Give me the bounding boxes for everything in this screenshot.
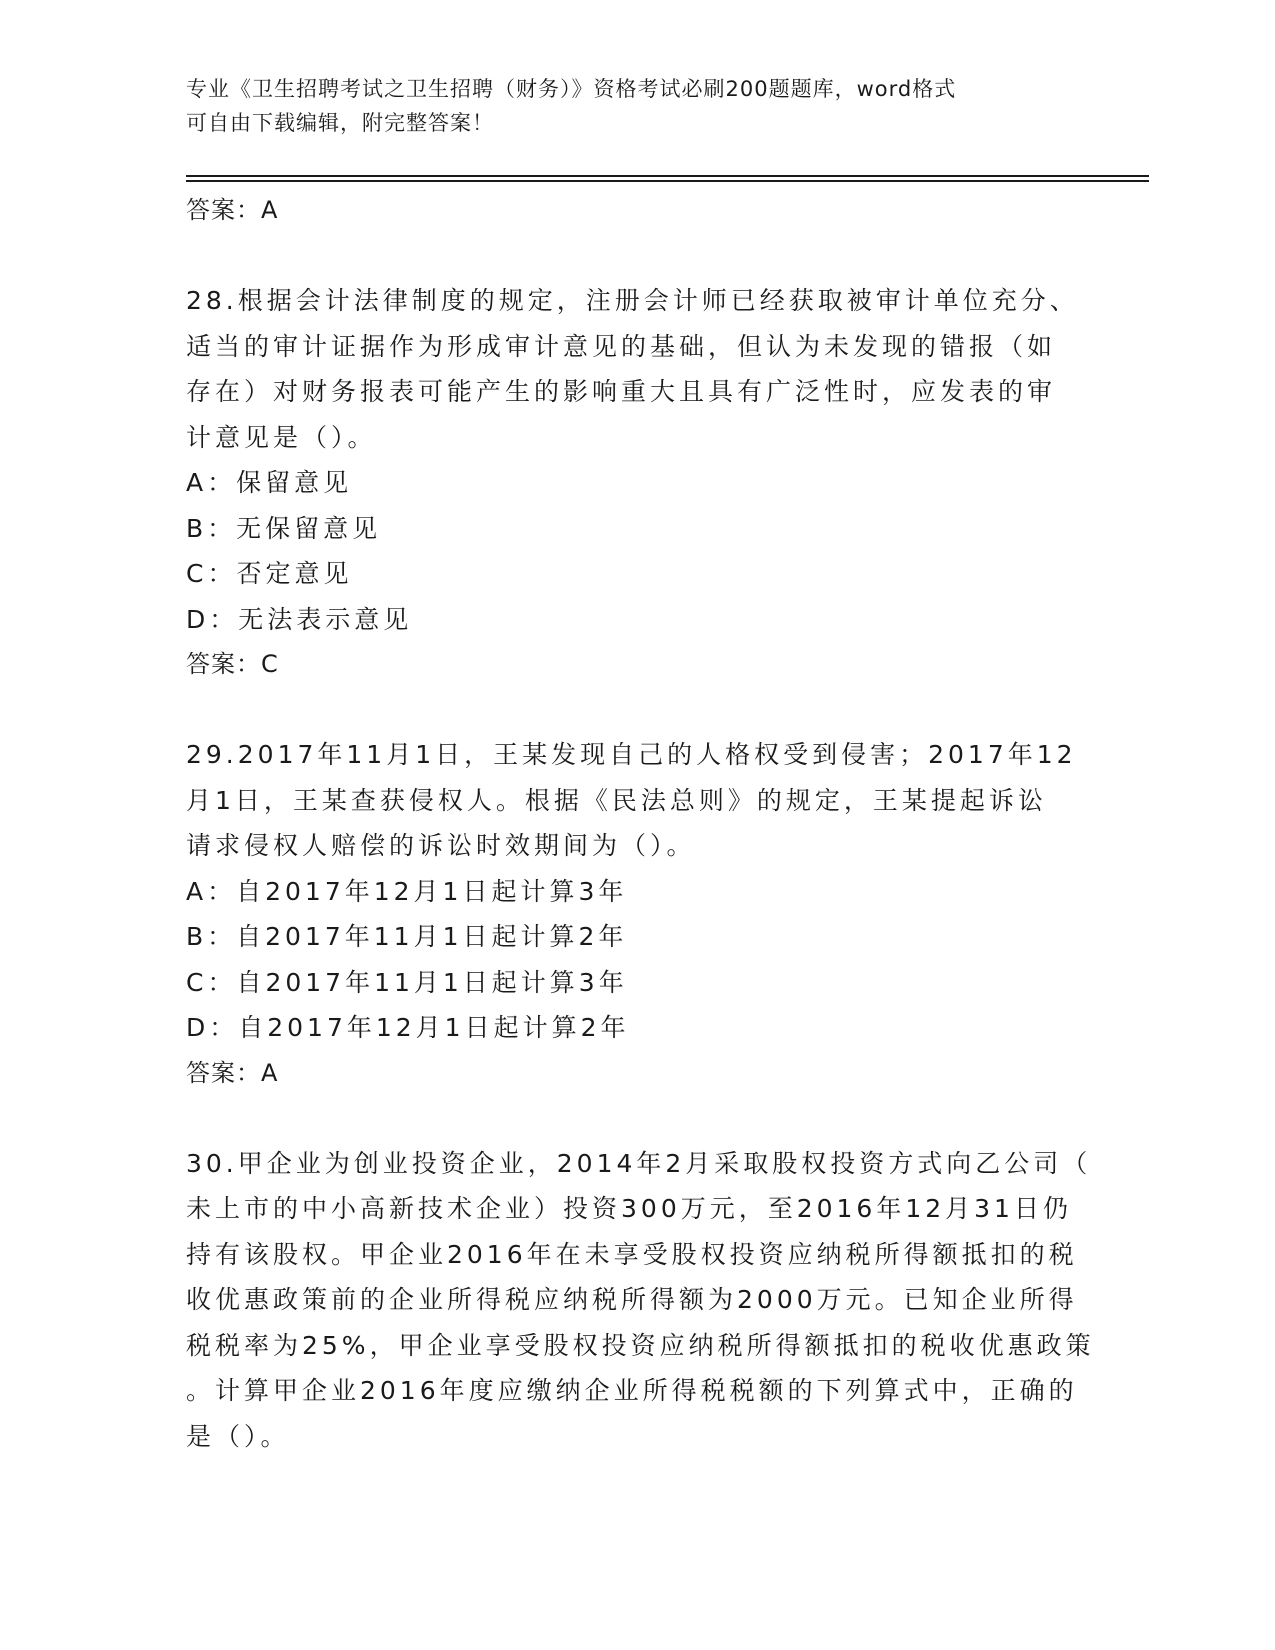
spacer <box>186 687 1106 732</box>
header-line-2: 可自由下载编辑，附完整答案！ <box>186 111 494 135</box>
question-29-option-c: C：自2017年11月1日起计算3年 <box>186 967 628 997</box>
question-30-line-1: 30.甲企业为创业投资企业，2014年2月采取股权投资方式向乙公司（ <box>186 1148 1092 1178</box>
question-28-line-4: 计意见是（）。 <box>186 422 377 452</box>
question-28-line-2: 适当的审计证据作为形成审计意见的基础，但认为未发现的错报（如 <box>186 331 1057 361</box>
question-29 <box>186 732 1106 1096</box>
question-29-option-d: D：自2017年12月1日起计算2年 <box>186 1013 630 1042</box>
question-29-line-1: 29.2017年11月1日，王某发现自己的人格权受到侵害；2017年12 <box>186 740 1077 769</box>
question-30-line-6: 。计算甲企业2016年度应缴纳企业所得税税额的下列算式中，正确的 <box>186 1376 1078 1405</box>
question-30-line-7: 是（）。 <box>186 1421 290 1451</box>
document-header <box>186 72 1086 140</box>
question-30-line-5: 税税率为25%，甲企业享受股权投资应纳税所得额抵扣的税收优惠政策 <box>186 1330 1095 1360</box>
question-29-answer: 答案：A <box>186 1058 279 1087</box>
question-29-option-b: B：自2017年11月1日起计算2年 <box>186 922 628 951</box>
header-rule-top <box>186 175 1149 177</box>
question-28 <box>186 278 1106 687</box>
question-29-line-2: 月1日，王某查获侵权人。根据《民法总则》的规定，王某提起诉讼 <box>186 785 1047 815</box>
question-28-option-a: A：保留意见 <box>186 468 353 497</box>
question-28-option-d: D：无法表示意见 <box>186 604 413 634</box>
question-30 <box>186 1141 1106 1460</box>
question-28-line-1: 28.根据会计法律制度的规定，注册会计师已经获取被审计单位充分、 <box>186 286 1079 315</box>
question-28-answer: 答案：C <box>186 650 279 678</box>
question-28-line-3: 存在）对财务报表可能产生的影响重大且具有广泛性时，应发表的审 <box>186 377 1057 406</box>
question-29-option-a: A：自2017年12月1日起计算3年 <box>186 876 628 906</box>
answer-prev: 答案：A <box>186 196 279 224</box>
header-line-1: 专业《卫生招聘考试之卫生招聘（财务）》资格考试必刷200题题库，word格式 <box>186 77 957 101</box>
question-28-option-c: C：否定意见 <box>186 559 353 588</box>
document-body <box>186 188 1106 1459</box>
spacer <box>186 233 1106 278</box>
header-rule-bottom <box>186 180 1149 182</box>
question-30-line-2: 未上市的中小高新技术企业）投资300万元，至2016年12月31日仍 <box>186 1194 1072 1223</box>
spacer <box>186 1096 1106 1141</box>
question-29-line-3: 请求侵权人赔偿的诉讼时效期间为（）。 <box>186 831 696 860</box>
question-30-line-4: 收优惠政策前的企业所得税应纳税所得额为2000万元。已知企业所得 <box>186 1285 1078 1314</box>
question-28-option-b: B：无保留意见 <box>186 513 382 543</box>
question-30-line-3: 持有该股权。甲企业2016年在未享受股权投资应纳税所得额抵扣的税 <box>186 1239 1078 1269</box>
